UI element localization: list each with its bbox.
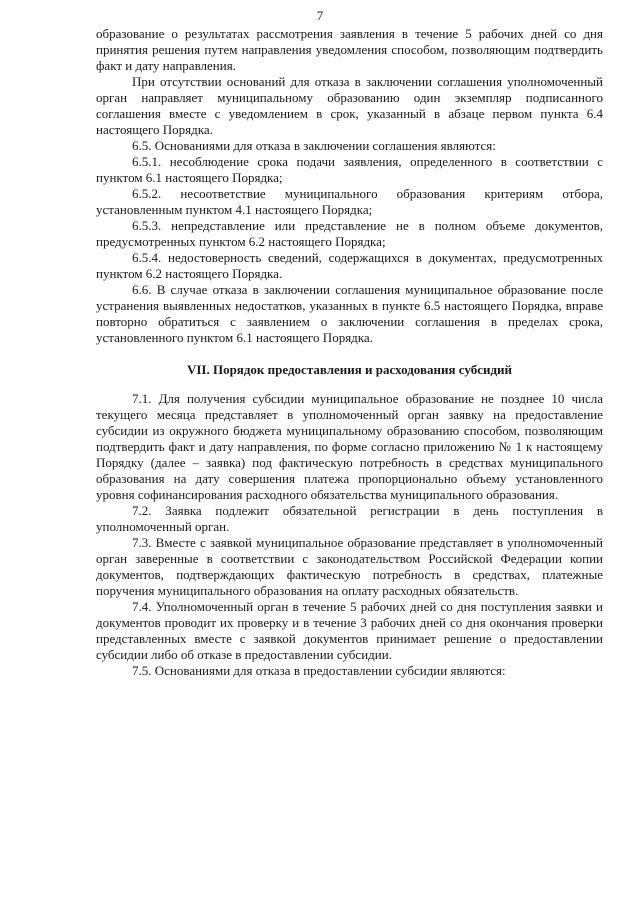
paragraph-6-5-2: 6.5.2. несоответствие муниципального образования критериям отбора, установленным пунктом 4.1 настоящего Порядка; [96,186,603,217]
paragraph-7-2: 7.2. Заявка подлежит обязательной регистрации в день поступления в уполномоченный орган. [96,503,603,534]
paragraph-6-5-3: 6.5.3. непредставление или представление не в полном объеме документов, предусмотренных пунктом 6.2 настоящего Порядка; [96,218,603,249]
paragraph-7-3: 7.3. Вместе с заявкой муниципальное образование представляет в уполномоченный орган заверенные в соответствии с законодательством Российской Федерации копии документов, подтверждающих фактическую потребность в средствах, платежные поручения муниципального образования на оплату расходных обязательств. [96,535,603,598]
page-number: 7 [316,8,324,23]
paragraph-6-6: 6.6. В случае отказа в заключении соглашения муниципальное образование после устранения выявленных недостатков, указанных в пункте 6.5 настоящего Порядка, вправе повторно обратиться с заявлением о заключении соглашения в пределах срока, установленного пунктом 6.1 настоящего Порядка. [96,282,603,345]
paragraph-7-5: 7.5. Основаниями для отказа в предоставлении субсидии являются: [132,663,506,678]
section-heading-vii: VII. Порядок предоставления и расходования субсидий [186,362,513,377]
paragraph-7-1: 7.1. Для получения субсидии муниципальное образование не позднее 10 числа текущего месяца представляет в уполномоченный орган заявку на предоставление субсидии из окружного бюджета муниципальному образованию способом, позволяющим подтвердить факт и дату направления, по форме согласно приложению № 1 к настоящему Порядку (далее – заявка) под фактическую потребность в средствах муниципального образования на дату совершения платежа пропорционально объему установленного уровня софинансирования расходного обязательства муниципального образования. [96,391,603,502]
paragraph-6-5-1: 6.5.1. несоблюдение срока подачи заявления, определенного в соответствии с пунктом 6.1 настоящего Порядка; [96,154,603,185]
paragraph-6-4-continuation: образование о результатах рассмотрения заявления в течение 5 рабочих дней со дня принятия решения путем направления уведомления способом, позволяющим подтвердить факт и дату направления. [96,26,603,73]
paragraph-6-5: 6.5. Основаниями для отказа в заключении соглашения являются: [132,138,496,153]
document-body [96,26,603,679]
paragraph-6-5-4: 6.5.4. недостоверность сведений, содержащихся в документах, предусмотренных пунктом 6.2 настоящего Порядка. [96,250,603,281]
paragraph-7-4: 7.4. Уполномоченный орган в течение 5 рабочих дней со дня поступления заявки и документов проводит их проверку и в течение 3 рабочих дней со дня окончания проверки представленных вместе с заявкой документов принимает решение о предоставлении субсидии либо об отказе в предоставлении субсидии. [96,599,603,662]
paragraph-6-4-agreement-sending: При отсутствии оснований для отказа в заключении соглашения уполномоченный орган направляет муниципальному образованию один экземпляр подписанного соглашения вместе с уведомлением в срок, указанный в абзаце первом пункта 6.4 настоящего Порядка. [96,74,603,137]
